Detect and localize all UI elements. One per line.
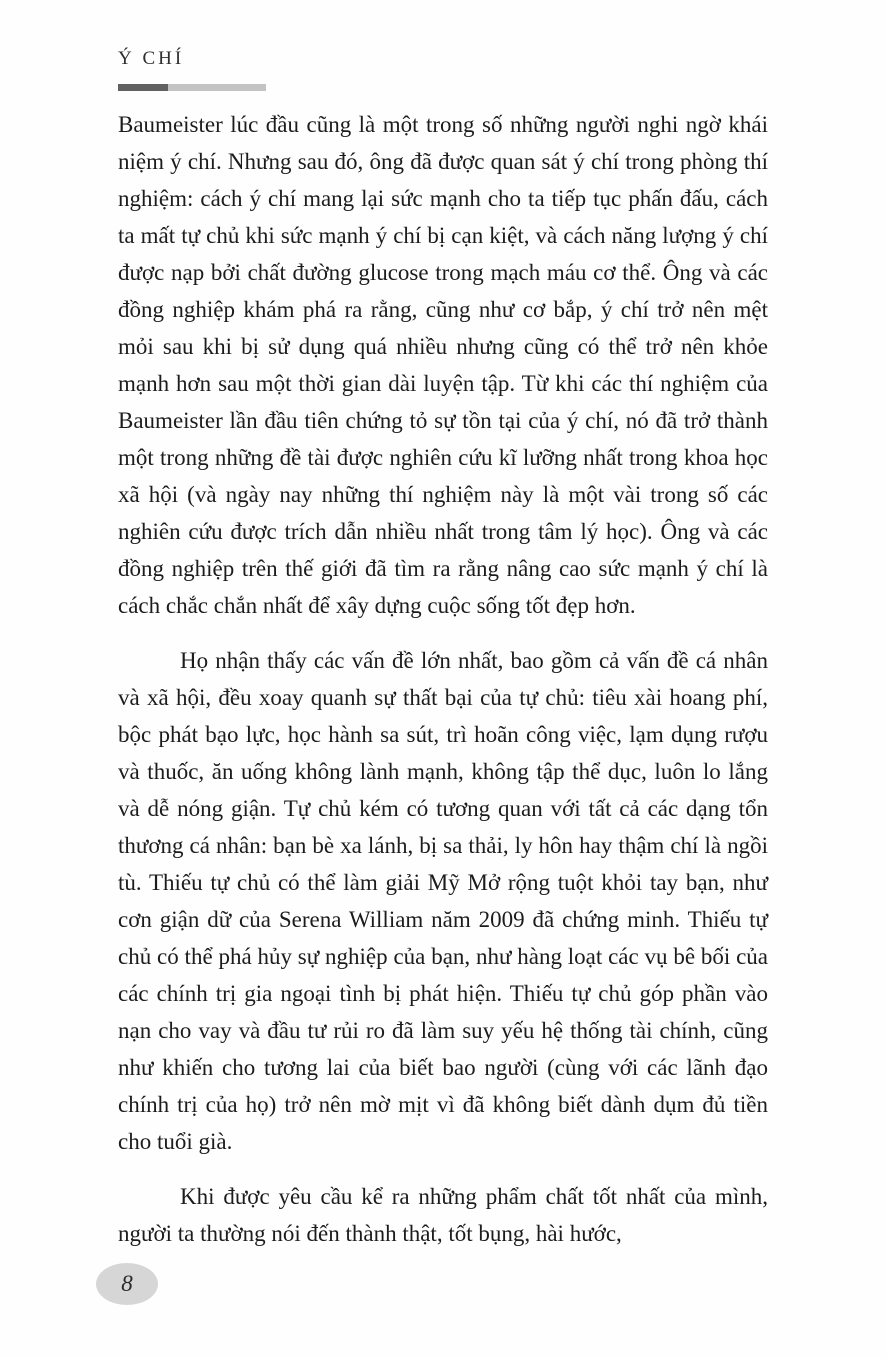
page-number-badge xyxy=(96,1263,158,1305)
page-body xyxy=(118,106,768,1252)
paragraph: Họ nhận thấy các vấn đề lớn nhất, bao gồm cả vấn đề cá nhân và xã hội, đều xoay quanh sự thất bại của tự chủ: tiêu xài hoang phí, bộc phát bạo lực, học hành sa sút, trì hoãn công việc, lạm dụng rượu và thuốc, ăn uống không lành mạnh, không tập thể dục, luôn lo lắng và dễ nóng giận. Tự chủ kém có tương quan với tất cả các dạng tổn thương cá nhân: bạn bè xa lánh, bị sa thải, ly hôn hay thậm chí là ngồi tù. Thiếu tự chủ có thể làm giải Mỹ Mở rộng tuột khỏi tay bạn, như cơn giận dữ của Serena William năm 2009 đã chứng minh. Thiếu tự chủ có thể phá hủy sự nghiệp của bạn, như hàng loạt các vụ bê bối của các chính trị gia ngoại tình bị phát hiện. Thiếu tự chủ góp phần vào nạn cho vay và đầu tư rủi ro đã làm suy yếu hệ thống tài chính, cũng như khiến cho tương lai của biết bao người (cùng với các lãnh đạo chính trị của họ) trở nên mờ mịt vì đã không biết dành dụm đủ tiền cho tuổi già. xyxy=(118,648,768,1154)
running-header: Ý CHÍ xyxy=(118,48,185,69)
header-divider xyxy=(118,84,266,91)
divider-dark-segment xyxy=(118,84,168,91)
paragraph: Khi được yêu cầu kể ra những phẩm chất tốt nhất của mình, người ta thường nói đến thành thật, tốt bụng, hài hước, xyxy=(118,1184,768,1246)
paragraph: Baumeister lúc đầu cũng là một trong số những người nghi ngờ khái niệm ý chí. Nhưng sau đó, ông đã được quan sát ý chí trong phòng thí nghiệm: cách ý chí mang lại sức mạnh cho ta tiếp tục phấn đấu, cách ta mất tự chủ khi sức mạnh ý chí bị cạn kiệt, và cách năng lượng ý chí được nạp bởi chất đường glucose trong mạch máu cơ thể. Ông và các đồng nghiệp khám phá ra rằng, cũng như cơ bắp, ý chí trở nên mệt mỏi sau khi bị sử dụng quá nhiều nhưng cũng có thể trở nên khỏe mạnh hơn sau một thời gian dài luyện tập. Từ khi các thí nghiệm của Baumeister lần đầu tiên chứng tỏ sự tồn tại của ý chí, nó đã trở thành một trong những đề tài được nghiên cứu kĩ lưỡng nhất trong khoa học xã hội (và ngày nay những thí nghiệm này là một vài trong số các nghiên cứu được trích dẫn nhiều nhất trong tâm lý học). Ông và các đồng nghiệp trên thế giới đã tìm ra rằng nâng cao sức mạnh ý chí là cách chắc chắn nhất để xây dựng cuộc sống tốt đẹp hơn. xyxy=(118,112,768,618)
page-number: 8 xyxy=(121,1271,133,1296)
divider-light-segment xyxy=(168,84,266,91)
